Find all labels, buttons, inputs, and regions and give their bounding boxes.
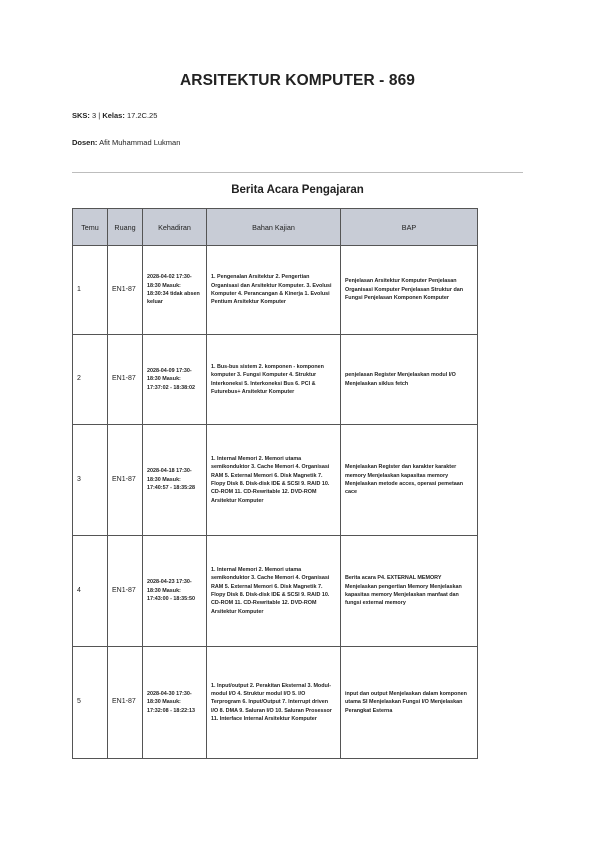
bap-table	[72, 208, 478, 759]
sks-label: SKS:	[72, 111, 90, 120]
bap-cell: Penjelasan Arsitektur Komputer Penjelasan Organisasi Komputer Penjelasan Struktur dan Fungsi Penjelasan Komponen Komputer	[341, 246, 478, 335]
header-kehadiran: Kehadiran	[143, 209, 207, 246]
kehadiran-cell: 2028-04-23 17:30-18:30 Masuk: 17:43:00 - 18:35:50	[143, 536, 207, 647]
page-title: ARSITEKTUR KOMPUTER - 869	[179, 72, 416, 89]
kelas-label: Kelas:	[102, 111, 125, 120]
kehadiran-cell: 2028-04-18 17:30-18:30 Masuk: 17:40:57 - 18:35:28	[143, 425, 207, 536]
bap-cell: penjelasan Register Menjelaskan modul I/O Menjelaskan siklus fetch	[341, 335, 478, 425]
kelas-value: 17.2C.25	[126, 111, 158, 120]
table-row	[73, 425, 478, 536]
temu-cell: 1	[73, 246, 108, 335]
section-title: Berita Acara Pengajaran	[231, 184, 364, 196]
header-bap: BAP	[341, 209, 478, 246]
temu-cell: 5	[73, 647, 108, 759]
divider	[72, 172, 523, 173]
lecturer-line	[72, 138, 180, 147]
table-row	[73, 536, 478, 647]
kehadiran-cell: 2028-04-30 17:30-18:30 Masuk: 17:32:08 - 18:22:13	[143, 647, 207, 759]
temu-cell: 4	[73, 536, 108, 647]
temu-cell: 3	[73, 425, 108, 536]
kehadiran-cell: 2028-04-02 17:30-18:30 Masuk: 18:30:34 tidak absen keluar	[143, 246, 207, 335]
header-temu: Temu	[73, 209, 108, 246]
ruang-cell: EN1-87	[108, 335, 143, 425]
bap-cell: Berita acara P4. EXTERNAL MEMORY Menjelaskan pengertian Memory Menjelaskan kapasitas memory Menjelaskan manfaat dan fungsi external memory	[341, 536, 478, 647]
bap-cell: Menjelaskan Register dan karakter karakter memory Menjelaskan kapasitas memory Menjelaskan metode acces, operasi pemetaan cace	[341, 425, 478, 536]
bahan-kajian-cell: 1. Input/output 2. Perakitan Eksternal 3. Modul-modul I/O 4. Struktur modul I/O 5. I/O Terprogram 6. Input/Output 7. Interrupt driven I/O 8. DMA 9. Saluran I/O 10. Saluran Prosessor 11. Interface Internal Arsitektur Komputer	[207, 647, 341, 759]
ruang-cell: EN1-87	[108, 425, 143, 536]
ruang-cell: EN1-87	[108, 536, 143, 647]
table-header-row	[73, 209, 478, 246]
table-row	[73, 647, 478, 759]
dosen-label: Dosen:	[72, 138, 98, 147]
ruang-cell: EN1-87	[108, 246, 143, 335]
kehadiran-cell: 2028-04-09 17:30-18:30 Masuk: 17:37:02 - 18:38:02	[143, 335, 207, 425]
temu-cell: 2	[73, 335, 108, 425]
ruang-cell: EN1-87	[108, 647, 143, 759]
bahan-kajian-cell: 1. Internal Memori 2. Memori utama semikonduktor 3. Cache Memori 4. Organisasi RAM 5. External Memori 6. Disk Magnetik 7. Flopy Disk 8. Disk-disk IDE & SCSI 9. RAID 10. CD-ROM 11. CD-Rewritable 12. DVD-ROM Arsitektur Komputer	[207, 536, 341, 647]
course-info-line	[72, 111, 157, 120]
header-bahan-kajian: Bahan Kajian	[207, 209, 341, 246]
bahan-kajian-cell: 1. Bus-bus sistem 2. komponen - komponen komputer 3. Fungsi Komputer 4. Struktur Interkoneksi 5. Interkoneksi Bus 6. PCI & Futurebus+ Arsitektur Komputer	[207, 335, 341, 425]
bap-cell: input dan output Menjelaskan dalam komponen utama SI Menjelaskan Fungsi I/O Menjelaskan Perangkat Esterna	[341, 647, 478, 759]
bahan-kajian-cell: 1. Internal Memori 2. Memori utama semikonduktor 3. Cache Memori 4. Organisasi RAM 5. External Memori 6. Disk Magnetik 7. Flopy Disk 8. Disk-disk IDE & SCSI 9. RAID 10. CD-ROM 11. CD-Rewritable 12. DVD-ROM Arsitektur Komputer	[207, 425, 341, 536]
bahan-kajian-cell: 1. Pengenalan Arsitektur 2. Pengertian Organisasi dan Arsitektur Komputer. 3. Evolusi Komputer 4. Perancangan & Kinerja 1. Evolusi Pentium Arsitektur Komputer	[207, 246, 341, 335]
header-ruang: Ruang	[108, 209, 143, 246]
table-row	[73, 335, 478, 425]
dosen-value: Afit Muhammad Lukman	[99, 138, 181, 147]
sks-value: 3	[92, 111, 97, 120]
table-row	[73, 246, 478, 335]
separator: |	[98, 111, 101, 120]
